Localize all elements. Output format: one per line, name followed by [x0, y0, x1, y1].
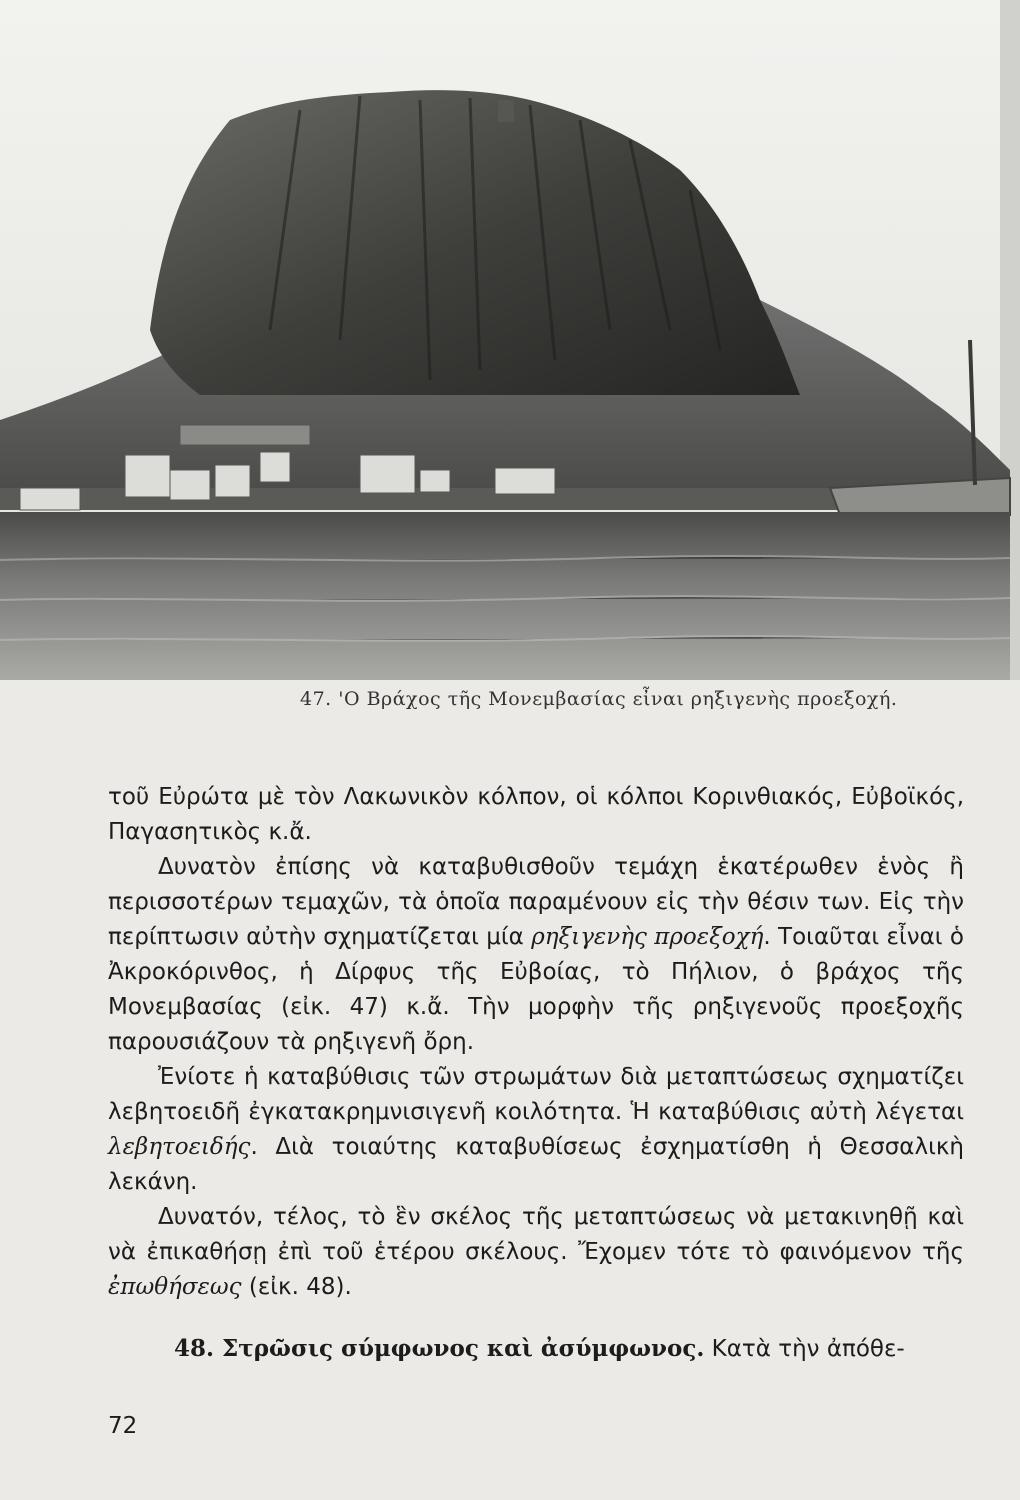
paragraph-3-part-a: Ἐνίοτε ἡ καταβύθισις τῶν στρωμάτων διὰ μεταπτώσεως σχηματίζει λεβητοειδῆ ἐγκατακρημνισιγενῆ κοιλότητα. Ἡ καταβύθισις αὐτὴ λέγεται: [108, 1064, 964, 1125]
body-paragraph-4: [108, 1200, 964, 1305]
paragraph-4-text: [108, 1200, 964, 1305]
body-paragraph-3: [108, 1060, 964, 1200]
page-number: 72: [108, 1413, 138, 1439]
term-rhexigenic-protrusion: ρηξιγενὴς προεξοχή: [531, 924, 764, 950]
section-48: [174, 1335, 964, 1362]
section-heading: 48. Στρῶσις σύμφωνος καὶ ἀσύμφωνος.: [174, 1335, 705, 1362]
section-text: Κατὰ τὴν ἀπόθε-: [704, 1336, 905, 1362]
paragraph-3-part-b: . Διὰ τοιαύτης καταβυθίσεως ἐσχηματίσθη ἡ Θεσσαλικὴ λεκάνη.: [108, 1134, 964, 1195]
paragraph-2-part-b: . Τοιαῦται εἶναι ὁ Ἀκροκόρινθος, ἡ Δίρφυς τῆς Εὐβοίας, τὸ Πήλιον, ὁ βράχος τῆς Μονεμβασίας (εἰκ. 47) κ.ἄ. Τὴν μορφὴν τῆς ρηξιγενοῦς προεξοχῆς παρουσιάζουν τὰ ρηξιγενῆ ὄρη.: [108, 924, 965, 1055]
paragraph-2-part-a: Δυνατὸν ἐπίσης νὰ καταβυθισθοῦν τεμάχη ἑκατέρωθεν ἑνὸς ἢ περισσοτέρων τεμαχῶν, τὰ ὁποῖα παραμένουν εἰς τὴν θέσιν των. Εἰς τὴν περίπτωσιν αὐτὴν σχηματίζεται μία: [108, 854, 964, 950]
paragraph-4-part-b: (εἰκ. 48).: [241, 1274, 352, 1300]
paragraph-2-text: [108, 850, 964, 1060]
paragraph-1-text: τοῦ Εὐρώτα μὲ τὸν Λακωνικὸν κόλπον, οἱ κόλποι Κορινθιακός, Εὐβοϊκός, Παγασητικὸς κ.ἄ.: [108, 784, 964, 845]
paragraph-4-part-a: Δυνατόν, τέλος, τὸ ἓν σκέλος τῆς μεταπτώσεως νὰ μετακινηθῇ καὶ νὰ ἐπικαθήσῃ ἐπὶ τοῦ ἑτέρου σκέλους. Ἔχομεν τότε τὸ φαινόμενον τῆς: [108, 1204, 964, 1265]
figure-caption: 47. 'Ο Βράχος τῆς Μονεμβασίας εἶναι ρηξιγενὴς προεξοχή.: [300, 688, 898, 710]
photo-monemvasia-rock: [0, 0, 1020, 680]
body-paragraph-2: [108, 850, 964, 1060]
body-paragraph-1: [108, 780, 964, 850]
monemvasia-photo: [0, 0, 1020, 680]
term-cauldron: λεβητοειδής: [108, 1134, 251, 1160]
paragraph-3-text: [108, 1060, 964, 1200]
term-overthrust: ἐπωθήσεως: [108, 1274, 242, 1300]
